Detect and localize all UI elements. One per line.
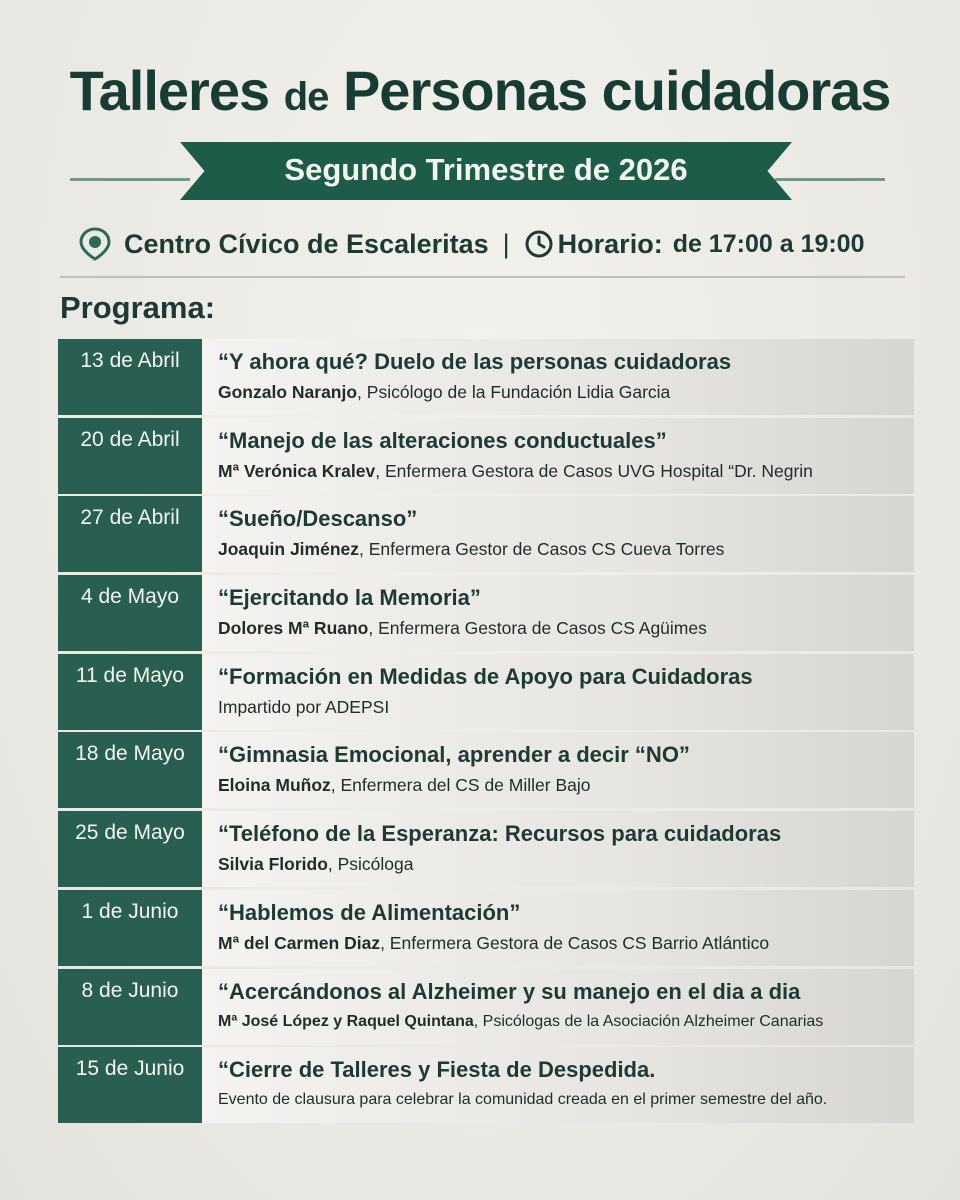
speaker-name: Joaquin Jiménez (218, 539, 360, 560)
row-date: 13 de Abril (58, 339, 202, 415)
row-content (202, 654, 914, 730)
hours-label: Horario: (557, 228, 663, 259)
location-pin-icon (78, 227, 112, 261)
row-date: 11 de Mayo (58, 654, 202, 730)
row-date: 27 de Abril (58, 496, 202, 572)
row-date: 25 de Mayo (58, 811, 202, 887)
talk-title: “Gimnasia Emocional, aprender a decir “NO” (218, 742, 690, 768)
speaker-role: , Psicólogo de la Fundación Lidia Garcia (357, 382, 671, 402)
speaker-line (218, 1087, 914, 1113)
speaker-role: , Enfermera Gestor de Casos CS Cueva Torres (359, 539, 725, 560)
speaker-name: Mª Verónica Kralev (218, 460, 376, 481)
row-content (202, 575, 914, 651)
speaker-name: Mª José López y Raquel Quintana (218, 1012, 474, 1030)
talk-title: “Sueño/Descanso” (218, 506, 418, 532)
program-row (58, 811, 914, 887)
speaker-line (218, 930, 914, 956)
speaker-line (218, 851, 914, 877)
row-date: 8 de Junio (58, 969, 202, 1045)
talk-title: “Formación en Medidas de Apoyo para Cuidadoras (218, 663, 753, 689)
program-row (58, 654, 914, 730)
row-content (202, 418, 914, 494)
hours-value: de 17:00 a 19:00 (672, 229, 865, 258)
row-content (202, 811, 914, 887)
program-row (58, 969, 914, 1045)
row-date: 15 de Junio (58, 1047, 202, 1123)
speaker-name: Gonzalo Naranjo (218, 382, 358, 402)
speaker-line (218, 615, 914, 641)
speaker-line (218, 1009, 914, 1035)
speaker-line (218, 772, 914, 798)
title-part1: Talleres (69, 59, 270, 122)
clock-icon (524, 229, 554, 259)
program-title: Programa: (60, 290, 216, 325)
talk-title: “Hablemos de Alimentación” (218, 899, 521, 925)
ribbon-line-left (70, 178, 190, 181)
speaker-role: , Enfermera Gestora de Casos CS Agüimes (368, 618, 707, 639)
page-title (0, 58, 960, 123)
row-date: 18 de Mayo (58, 732, 202, 808)
subtitle-ribbon (0, 140, 960, 204)
talk-title: “Ejercitando la Memoria” (218, 585, 481, 611)
speaker-name: Silvia Florido (218, 854, 328, 875)
talk-title: “Acercándonos al Alzheimer y su manejo en el dia a dia (218, 978, 801, 1004)
row-date: 4 de Mayo (58, 575, 202, 651)
speaker-role: Evento de clausura para celebrar la comunidad creada en el primer semestre del año. (218, 1091, 828, 1109)
talk-title: “Teléfono de la Esperanza: Recursos para cuidadoras (218, 821, 782, 847)
title-de: de (283, 75, 329, 119)
talk-title: “Manejo de las alteraciones conductuales” (218, 427, 667, 453)
location-place: Centro Cívico de Escaleritas (124, 228, 489, 259)
row-content (202, 890, 914, 966)
speaker-role: , Psicóloga (327, 854, 414, 875)
location-bar (78, 224, 938, 264)
row-content (202, 496, 914, 572)
row-date: 1 de Junio (58, 890, 202, 966)
program-list (58, 339, 914, 1126)
speaker-name: Eloina Muñoz (218, 775, 331, 796)
speaker-role: Impartido por ADEPSI (218, 696, 390, 717)
speaker-line (218, 458, 914, 484)
row-content (202, 732, 914, 808)
speaker-role: , Psicólogas de la Asociación Alzheimer Canarias (473, 1012, 824, 1030)
program-row (58, 575, 914, 651)
location-separator: | (502, 228, 510, 259)
speaker-line (218, 536, 914, 562)
speaker-role: , Enfermera Gestora de Casos CS Barrio Atlántico (380, 932, 770, 953)
speaker-name: Mª del Carmen Diaz (218, 932, 381, 953)
subtitle: Segundo Trimestre de 2026 (284, 152, 688, 187)
program-row (58, 339, 914, 415)
row-content (202, 969, 914, 1045)
speaker-name: Dolores Mª Ruano (218, 618, 369, 639)
program-row (58, 890, 914, 966)
speaker-role: , Enfermera Gestora de Casos UVG Hospital “Dr. Negrin (375, 460, 813, 481)
program-row (58, 1047, 914, 1123)
row-date: 20 de Abril (58, 418, 202, 494)
talk-title: “Cierre de Talleres y Fiesta de Despedida. (218, 1057, 656, 1083)
divider (60, 276, 905, 278)
speaker-role: , Enfermera del CS de Miller Bajo (330, 775, 591, 796)
row-content (202, 339, 914, 415)
program-row (58, 418, 914, 494)
talk-title: “Y ahora qué? Duelo de las personas cuidadoras (218, 349, 732, 374)
program-row (58, 732, 914, 808)
speaker-line (218, 694, 914, 720)
title-part2: Personas cuidadoras (342, 59, 891, 122)
speaker-line (218, 379, 914, 405)
row-content (202, 1047, 914, 1123)
program-row (58, 496, 914, 572)
